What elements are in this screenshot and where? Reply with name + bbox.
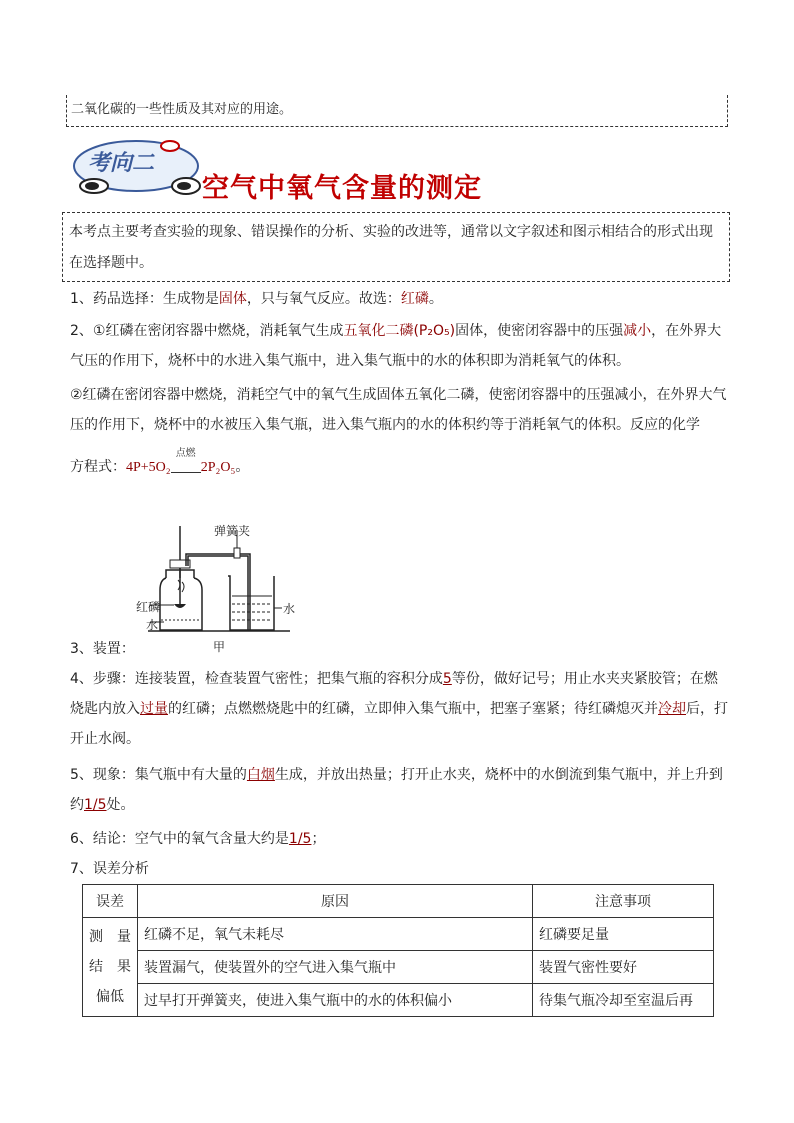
equation-condition	[171, 448, 201, 482]
previous-section-box	[66, 95, 728, 127]
section-badge	[66, 136, 216, 202]
table-row	[83, 918, 714, 951]
equation-end: 。	[235, 459, 250, 475]
item1-solid: 固体	[218, 291, 247, 307]
item4-cool: 冷却	[658, 701, 686, 717]
water-left-label: 水	[146, 618, 159, 632]
item5-p3: 处。	[106, 797, 135, 813]
equation-condition-text: 点燃	[175, 448, 196, 459]
item4-p1: 4、步骤：连接装置，检查装置气密性；把集气瓶的容积分成	[70, 671, 443, 687]
clamp-label: 弹簧夹	[214, 524, 251, 538]
item4-p4: 后，打开止水阀。	[70, 701, 728, 747]
table-row	[83, 951, 714, 984]
error-label-line-1: 测 量	[89, 929, 131, 945]
phosphorus-label: 红磷	[136, 600, 161, 614]
item-6	[70, 824, 730, 854]
note-cell: 待集气瓶冷却至室温后再	[533, 984, 714, 1017]
item2a-end: ，在外界大气压的作用下，烧杯中的水进入集气瓶中，进入集气瓶中的水的体积即为消耗氧气的体积。	[70, 323, 722, 369]
item-2b: ②红磷在密闭容器中燃烧，消耗空气中的氧气生成固体五氧化二磷，使密闭容器中的压强减小，在外界大气压的作用下，烧杯中的水被压入集气瓶，进入集气瓶内的水的体积约等于消耗氧气的体积。反应的化学	[70, 387, 727, 433]
item-3: 3、装置：	[70, 641, 135, 657]
item5-p1: 5、现象：集气瓶中有大量的	[70, 767, 247, 783]
water-right-label: 水	[283, 602, 296, 616]
reason-cell: 红磷不足，氧气未耗尽	[138, 918, 533, 951]
error-analysis-table	[82, 884, 714, 1017]
reason-cell: 装置漏气，使装置外的空气进入集气瓶中	[138, 951, 533, 984]
item-7: 7、误差分析	[70, 861, 149, 877]
item-1	[70, 284, 730, 314]
item4-p2: 等份，做好记号；用止水夹夹紧胶管；在燃烧匙内放入	[70, 671, 718, 717]
equation-prefix: 方程式：	[70, 459, 126, 475]
figure-caption: 甲	[213, 640, 226, 654]
item2a-mid: 固体，使密闭容器中的压强	[455, 323, 624, 339]
item-2a	[70, 316, 730, 376]
intro-text: 本考点主要考查实验的现象、错误操作的分析、实验的改进等，通常以文字叙述和图示相结合的形式出现在选择题中。	[69, 224, 713, 271]
item1-answer: 红磷	[400, 291, 429, 307]
item6-p1: 6、结论：空气中的氧气含量大约是	[70, 831, 289, 847]
item4-p3: 的红磷；点燃燃烧匙中的红磷，立即伸入集气瓶中，把塞子塞紧；待红磷熄灭并	[168, 701, 658, 717]
equation-right: 2P₂O₅	[200, 460, 236, 475]
item-5	[70, 760, 730, 820]
note-cell: 红磷要足量	[533, 918, 714, 951]
section-title: 空气中氧气含量的测定	[202, 173, 482, 204]
item1-prefix: 1、药品选择：生成物是	[70, 291, 219, 307]
item6-fifth: 1/5	[288, 831, 312, 847]
item1-mid: ，只与氧气反应。故选：	[246, 291, 401, 307]
previous-section-text: 二氧化碳的一些性质及其对应的用途。	[71, 102, 293, 117]
item2a-product: 五氧化二磷(P₂O₅)	[343, 323, 456, 339]
header-note: 注意事项	[533, 885, 714, 918]
table-row	[83, 984, 714, 1017]
item4-excess: 过量	[140, 701, 168, 717]
item4-five: 5	[442, 671, 452, 687]
header-error: 误差	[83, 885, 138, 918]
item-4	[70, 664, 730, 754]
error-category-cell	[83, 918, 138, 1017]
item6-end: ；	[311, 831, 326, 847]
error-label-line-2: 结 果	[89, 959, 131, 975]
item1-end: 。	[428, 291, 443, 307]
error-label-line-3: 偏低	[96, 989, 124, 1005]
item5-fifth: 1/5	[84, 797, 107, 813]
item5-smoke: 白烟	[246, 767, 275, 783]
badge-label: 考向二	[88, 150, 155, 176]
equation-line	[70, 448, 730, 483]
item5-p2: 生成，并放出热量；打开止水夹，烧杯中的水倒流到集气瓶中，并上升到约	[70, 767, 723, 813]
item2a-prefix: 2、①红磷在密闭容器中燃烧，消耗氧气生成	[70, 323, 344, 339]
intro-box	[62, 212, 730, 282]
item2a-change: 减小	[623, 323, 652, 339]
note-cell: 装置气密性要好	[533, 951, 714, 984]
equation-left: 4P+5O₂	[126, 460, 171, 475]
header-reason: 原因	[138, 885, 533, 918]
table-header-row	[83, 885, 714, 918]
reason-cell: 过早打开弹簧夹，使进入集气瓶中的水的体积偏小	[138, 984, 533, 1017]
